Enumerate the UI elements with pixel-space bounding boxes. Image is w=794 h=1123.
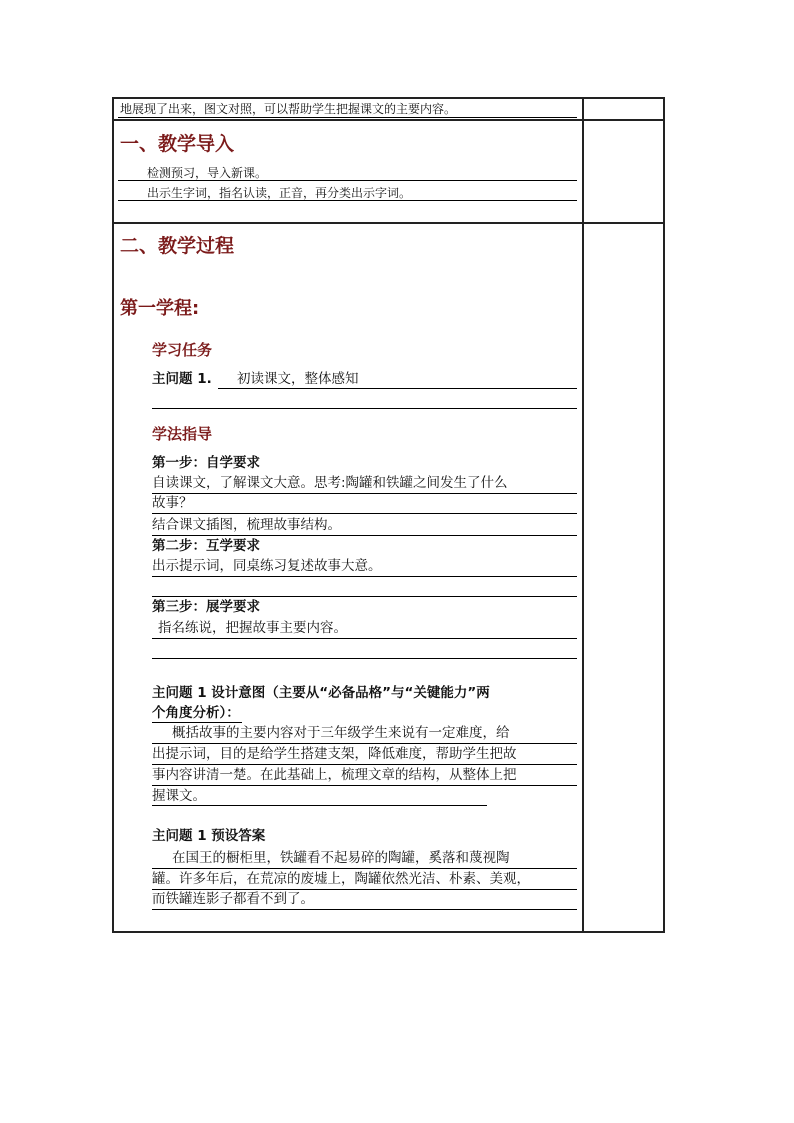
- table-border-bottom: [112, 931, 665, 933]
- intent-line3: 事内容讲清一楚。在此基础上，梳理文章的结构，从整体上把: [152, 767, 517, 783]
- question-blank-line: [152, 408, 577, 409]
- section1-title: 一、教学导入: [120, 133, 235, 155]
- table-row-divider-1: [112, 119, 665, 121]
- intent-line2: 出提示词，目的是给学生搭建支架，降低难度，帮助学生把故: [152, 746, 517, 762]
- step2-blank-line: [152, 596, 577, 597]
- step3-line1: 指名练说，把握故事主要内容。: [158, 620, 347, 636]
- answer-line2: 罐。许多年后，在荒凉的废墟上，陶罐依然光洁、朴素、美观，: [152, 871, 530, 887]
- table-row-divider-2: [112, 222, 665, 224]
- step2-line1: 出示提示词，同桌练习复述故事大意。: [152, 558, 382, 574]
- row1-text: 地展现了出来，图文对照，可以帮助学生把握课文的主要内容。: [120, 102, 457, 116]
- intent-line1: 概括故事的主要内容对于三年级学生来说有一定难度，给: [172, 725, 510, 741]
- answer-line3: 而铁罐连影子都看不到了。: [152, 891, 314, 907]
- section2-subtitle: 第一学程:: [120, 298, 200, 319]
- step2-heading: 第二步：互学要求: [152, 538, 260, 554]
- intent-heading-line2: 个角度分析）：: [152, 705, 240, 721]
- intent-line1-underline: [152, 743, 577, 744]
- question-label: 主问题 1.: [152, 371, 212, 387]
- intent-line4: 握课文。: [152, 788, 206, 804]
- answer-heading: 主问题 1 预设答案: [152, 828, 266, 844]
- section1-line1-underline: [118, 180, 577, 181]
- step1-line2: 故事？: [152, 495, 193, 511]
- intent-line4-underline: [152, 805, 487, 806]
- lesson-table: [112, 97, 664, 933]
- method-heading: 学法指导: [152, 425, 213, 443]
- section2-title: 二、教学过程: [120, 235, 235, 257]
- intent-heading-line1: 主问题 1 设计意图（主要从“必备品格”与“关键能力”两: [152, 685, 490, 701]
- section1-line2: 出示生字词，指名认读，正音，再分类出示字词。: [147, 186, 412, 200]
- step1-heading: 第一步：自学要求: [152, 455, 260, 471]
- question-text: 初读课文，整体感知: [237, 371, 359, 387]
- step1-line1: 自读课文，了解课文大意。思考:陶罐和铁罐之间发生了什么: [152, 475, 508, 491]
- row1-underline: [118, 117, 577, 118]
- step1-line3-underline: [152, 535, 577, 536]
- step3-line1-underline: [152, 638, 577, 639]
- intent-line3-underline: [152, 785, 577, 786]
- step1-line2-underline: [152, 513, 577, 514]
- step1-line1-underline: [152, 493, 577, 494]
- question-underline: [218, 388, 577, 389]
- step1-line3: 结合课文插图，梳理故事结构。: [152, 517, 341, 533]
- step3-blank-line: [152, 658, 577, 659]
- answer-line1: 在国王的橱柜里，铁罐看不起易碎的陶罐，奚落和蔑视陶: [172, 850, 510, 866]
- section1-line1: 检测预习，导入新课。: [147, 166, 268, 180]
- step2-line1-underline: [152, 576, 577, 577]
- task-heading: 学习任务: [152, 341, 213, 359]
- step3-heading: 第三步：展学要求: [152, 599, 260, 615]
- intent-heading-underline: [152, 722, 242, 723]
- answer-line3-underline: [152, 909, 577, 910]
- intent-line2-underline: [152, 764, 577, 765]
- answer-line2-underline: [152, 889, 577, 890]
- answer-line1-underline: [152, 868, 577, 869]
- table-border-top: [112, 97, 665, 99]
- section1-line2-underline: [118, 200, 577, 201]
